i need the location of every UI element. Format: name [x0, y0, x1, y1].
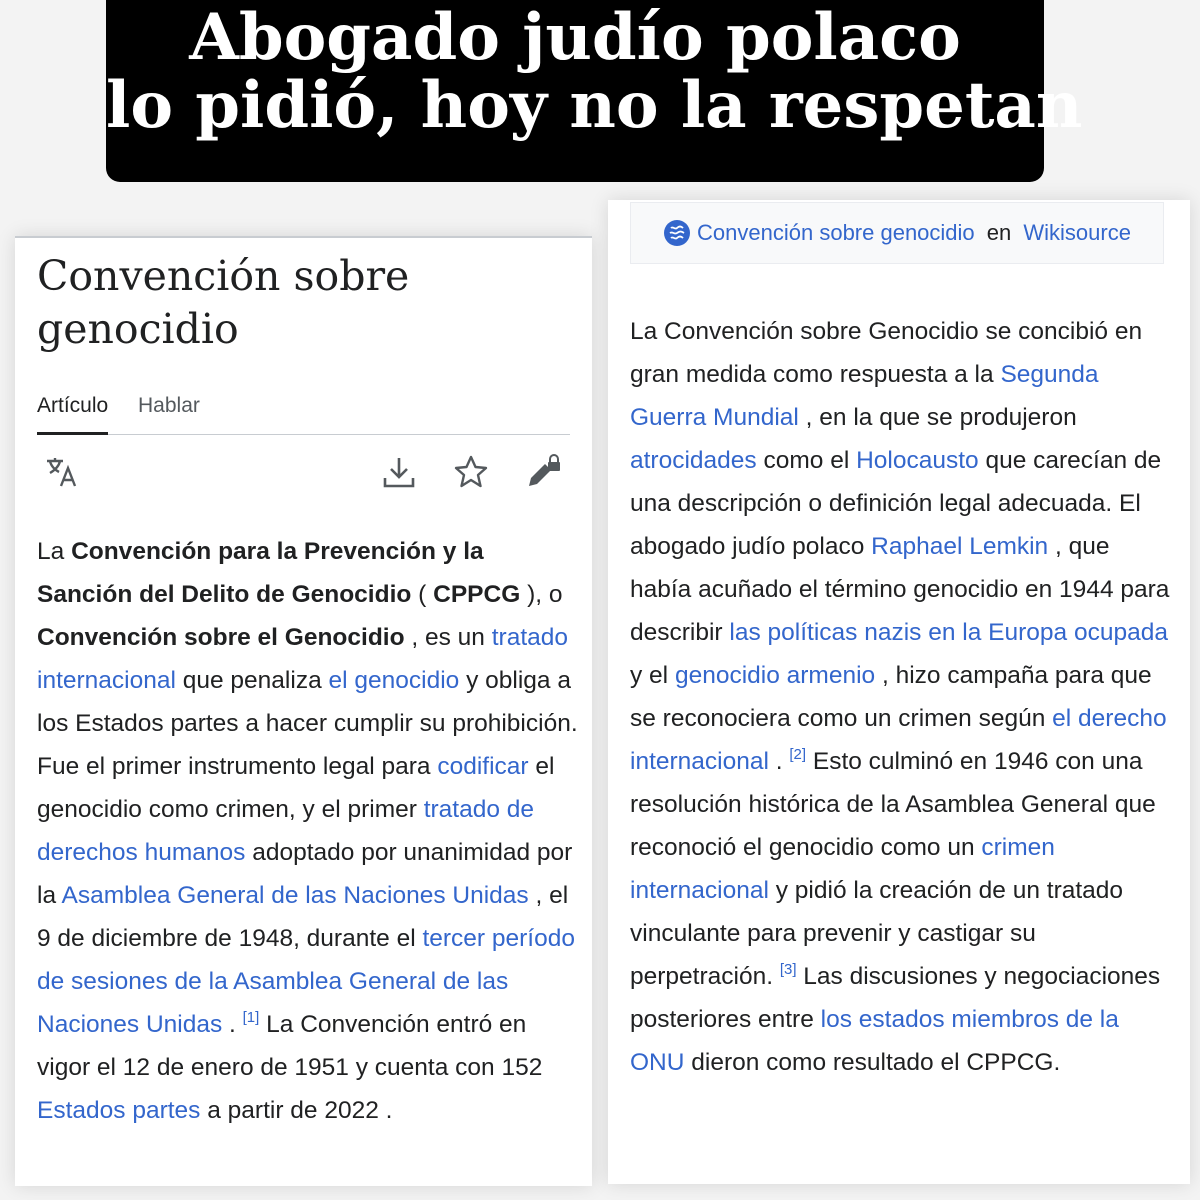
- link-holocausto[interactable]: Holocausto: [856, 447, 979, 474]
- article-history-paragraph: La Convención sobre Genocidio se concibió en gran medida como respuesta a la Segunda Guerra Mundial , en la que se produjeron atrocidades como el Holocausto que carecían de una descripción o definición legal adecuada. El abogado judío polaco Raphael Lemkin , que había acuñado el término genocidio en 1944 para describir las políticas nazis en la Europa ocupada y el genocidio armenio , hizo campaña para que se reconociera como un crimen según el derecho internacional . [2] Esto culminó en 1946 con una resolución histórica de la Asamblea General que reconoció el genocidio como un crimen internacional y pidió la creación de un tratado vinculante para prevenir y castigar su perpetración. [3] Las discusiones y negociaciones posteriores entre los estados miembros de la ONU dieron como resultado el CPPCG.: [630, 318, 1170, 1076]
- article-tabs: [37, 388, 570, 435]
- link-genocidio-armenio[interactable]: genocidio armenio: [674, 662, 876, 689]
- language-icon[interactable]: [43, 452, 83, 492]
- download-icon[interactable]: [379, 452, 419, 492]
- star-icon[interactable]: [451, 452, 491, 492]
- bold-term: Convención sobre el Genocidio: [37, 624, 405, 651]
- bold-term: CPPCG: [433, 581, 521, 608]
- wikisource-icon: [663, 219, 691, 247]
- link-tercer-periodo[interactable]: tercer período de sesiones de la Asamblea General de las Naciones Unidas: [37, 925, 575, 1038]
- bold-term: Convención para la Prevención y la Sanción del Delito de Genocidio: [37, 538, 484, 608]
- headline-banner: [106, 0, 1083, 182]
- link-estados-miembros-onu[interactable]: los estados miembros de la ONU: [630, 1006, 1119, 1076]
- link-crimen-internacional[interactable]: crimen internacional: [630, 834, 1055, 904]
- link-codificar[interactable]: codificar: [437, 753, 529, 780]
- link-tratado-derechos-humanos[interactable]: tratado de derechos humanos: [37, 796, 535, 866]
- link-tratado-internacional[interactable]: tratado internacional: [37, 624, 569, 694]
- link-asamblea-general[interactable]: Asamblea General de las Naciones Unidas: [61, 882, 529, 909]
- page-toolbar: [37, 446, 570, 506]
- article-panel-right: [608, 200, 1190, 1184]
- link-atrocidades[interactable]: atrocidades: [630, 447, 757, 474]
- link-estados-partes[interactable]: Estados partes: [37, 1097, 201, 1124]
- headline-line-2: lo pidió, hoy no la respetan: [106, 68, 1083, 143]
- page-title: Convención sobre genocidio: [37, 252, 410, 353]
- link-raphael-lemkin[interactable]: Raphael Lemkin: [871, 533, 1049, 560]
- headline-line-1: Abogado judío polaco: [189, 0, 961, 75]
- reference-2[interactable]: [2]: [789, 746, 807, 763]
- article-panel-left: [15, 236, 592, 1186]
- reference-1[interactable]: [1]: [242, 1009, 260, 1026]
- link-wikisource[interactable]: Wikisource: [1023, 220, 1131, 245]
- link-politicas-nazis[interactable]: las políticas nazis en la Europa ocupada: [729, 619, 1168, 646]
- wikisource-box: Convención sobre genocidio en Wikisource: [630, 202, 1164, 264]
- link-el-genocidio[interactable]: el genocidio: [328, 667, 460, 694]
- edit-lock-icon[interactable]: [523, 452, 563, 492]
- reference-3[interactable]: [3]: [779, 961, 797, 978]
- link-segunda-guerra-mundial[interactable]: Segunda Guerra Mundial: [630, 361, 1099, 431]
- link-wikisource-article[interactable]: Convención sobre genocidio: [697, 220, 975, 245]
- tab-article[interactable]: Artículo: [37, 394, 108, 435]
- link-derecho-internacional[interactable]: el derecho internacional: [630, 705, 1167, 775]
- article-intro-paragraph: La Convención para la Prevención y la Sanción del Delito de Genocidio ( CPPCG ), o Convención sobre el Genocidio , es un tratado internacional que penaliza el genocidio y obliga a los Estados partes a hacer cumplir su prohibición. Fue el primer instrumento legal para codificar el genocidio como crimen, y el primer tratado de derechos humanos adoptado por unanimidad por la Asamblea General de las Naciones Unidas , el 9 de diciembre de 1948, durante el tercer período de sesiones de la Asamblea General de las Naciones Unidas . [1] La Convención entró en vigor el 12 de enero de 1951 y cuenta con 152 Estados partes a partir de 2022 .: [37, 538, 578, 1124]
- tab-talk[interactable]: Hablar: [138, 394, 200, 417]
